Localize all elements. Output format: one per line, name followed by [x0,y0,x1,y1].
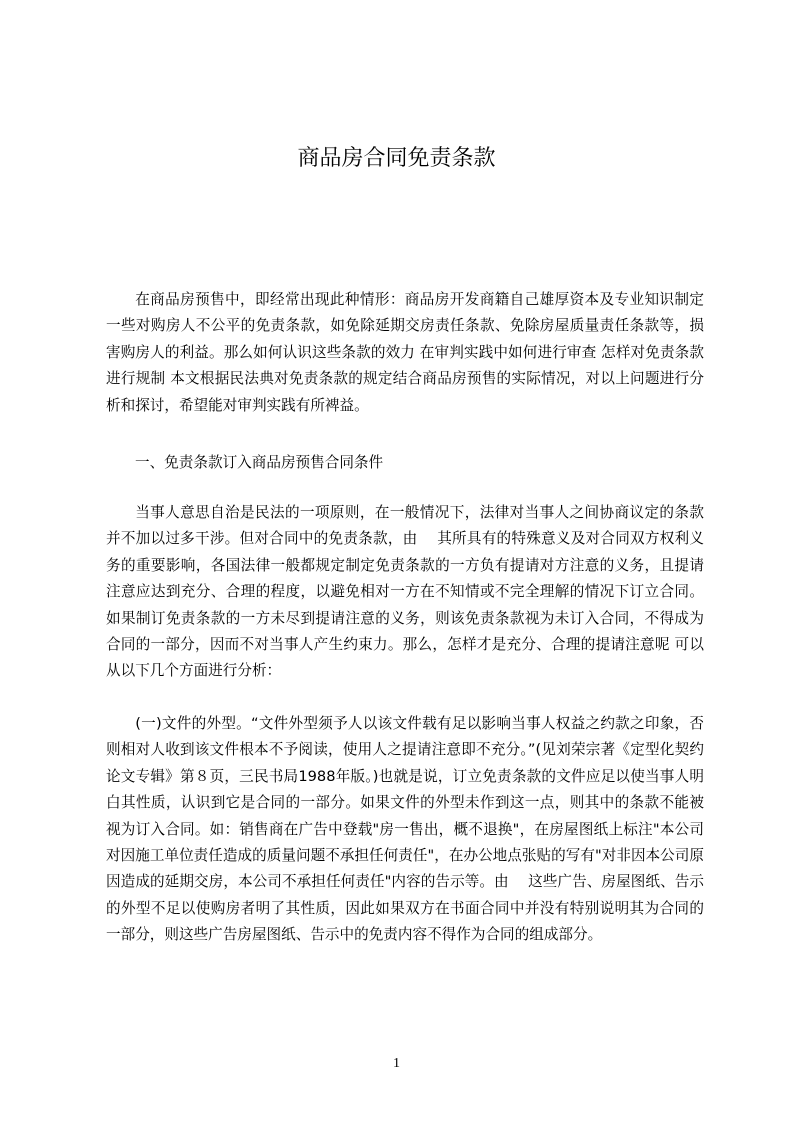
subsection-paragraph: (一)文件的外型。“文件外型须予人以该文件载有足以影响当事人权益之约款之印象，否则相对人收到该文件根本不予阅读，使用人之提请注意即不充分。”(见刘荣宗著《定型化契约论文专辑》第８页，三民书局1988年版。)也就是说，订立免责条款的文件应足以使当事人明白其性质，认识到它是合同的一部分。如果文件的外型未作到这一点，则其中的条款不能被视为订入合同。如：销售商在广告中登载"房一售出，概不退换"，在房屋图纸上标注"本公司对因施工单位责任造成的质量问题不承担任何责任"，在办公地点张贴的写有"对非因本公司原因造成的延期交房，本公司不承担任何责任"内容的告示等。由 这些广告、房屋图纸、告示的外型不足以使购房者明了其性质，因此如果双方在书面合同中并没有特别说明其为合同的一部分，则这些广告房屋图纸、告示中的免责内容不得作为合同的组成部分。 [106,715,704,944]
intro-paragraph: 在商品房预售中，即经常出现此种情形：商品房开发商籍自己雄厚资本及专业知识制定一些对购房人不公平的免责条款，如免除延期交房责任条款、免除房屋质量责任条款等，损害购房人的利益。那么如何认识这些条款的效力 在审判实践中如何进行审查 怎样对免责条款进行规制 本文根据民法典对免责条款的规定结合商品房预售的实际情况，对以上问题进行分析和探讨，希望能对审判实践有所裨益。 [106,291,704,414]
page-number: 1 [393,1056,400,1071]
section-paragraph: 当事人意思自治是民法的一项原则，在一般情况下，法律对当事人之间协商议定的条款并不加以过多干涉。但对合同中的免责条款，由 其所具有的特殊意义及对合同双方权利义务的重要影响，各国法律一般都规定制定免责条款的一方负有提请对方注意的义务，且提请注意应达到充分、合理的程度，以避免相对一方在不知情或不完全理解的情况下订立合同。如果制订免责条款的一方未尽到提请注意的义务，则该免责条款视为未订入合同，不得成为合同的一部分，因而不对当事人产生约束力。那么，怎样才是充分、合理的提请注意呢 可以从以下几个方面进行分析： [106,504,704,680]
section-heading: 一、免责条款订入商品房预售合同条件 [135,454,384,471]
document-title: 商品房合同免责条款 [297,146,496,171]
